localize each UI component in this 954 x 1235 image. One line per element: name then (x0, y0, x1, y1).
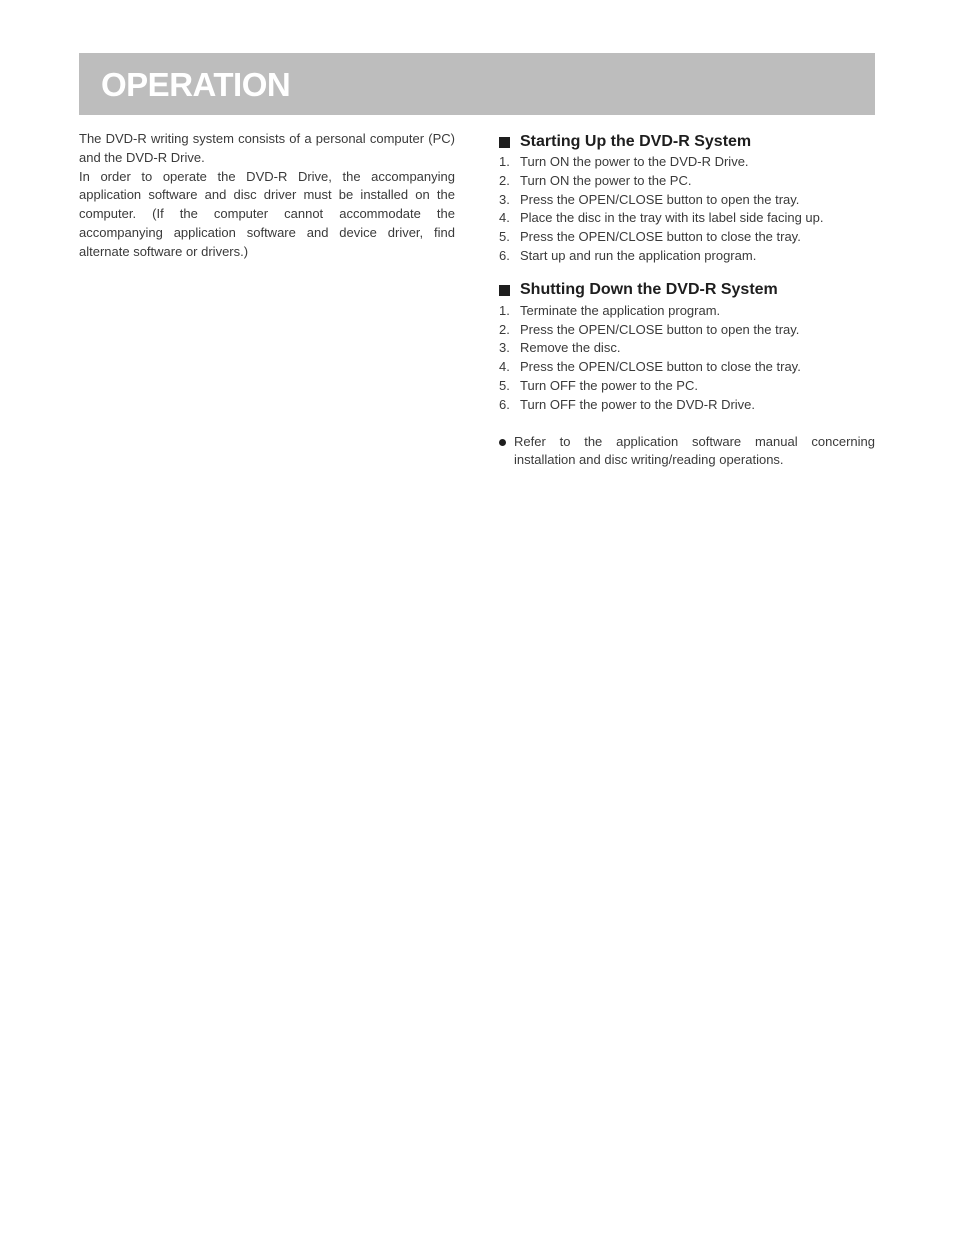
step-number: 1. (499, 154, 510, 169)
step-number: 4. (499, 210, 510, 226)
step-text: Remove the disc. (520, 340, 621, 356)
step-text: Press the OPEN/CLOSE button to close the tray. (520, 229, 801, 245)
step-text: Press the OPEN/CLOSE button to open the tray. (520, 191, 800, 207)
list-item (499, 321, 875, 340)
section-heading-label: Starting Up the DVD-R System (520, 132, 752, 150)
step-number: 4. (499, 359, 510, 375)
list-item (499, 153, 875, 172)
page-title: OPERATION (101, 66, 291, 103)
step-text: Turn ON the power to the DVD-R Drive. (520, 154, 749, 169)
list-item (499, 172, 875, 191)
step-text: Start up and run the application program. (520, 247, 757, 263)
step-text: Turn ON the power to the PC. (520, 172, 692, 188)
round-bullet-icon (499, 439, 506, 446)
list-item (499, 191, 875, 210)
step-text: Terminate the application program. (520, 302, 721, 318)
step-number: 6. (499, 247, 510, 263)
procedures-column (499, 131, 875, 470)
step-number: 1. (499, 302, 510, 318)
steps-list (499, 302, 875, 415)
title-bar (79, 53, 875, 115)
list-item (499, 358, 875, 377)
list-item (499, 302, 875, 321)
step-text: Turn OFF the power to the DVD-R Drive. (520, 396, 756, 412)
step-number: 3. (499, 340, 510, 356)
step-number: 2. (499, 321, 510, 337)
section-heading (499, 280, 875, 302)
list-item (499, 228, 875, 247)
step-text: Press the OPEN/CLOSE button to open the tray. (520, 321, 800, 337)
intro-section (79, 130, 455, 262)
section-heading (499, 131, 875, 153)
step-number: 3. (499, 191, 510, 207)
list-item (499, 396, 875, 415)
step-text: Press the OPEN/CLOSE button to close the tray. (520, 359, 801, 375)
intro-paragraph: The DVD-R writing system consists of a personal computer (PC) and the DVD-R Drive. (79, 131, 455, 165)
list-item (499, 339, 875, 358)
step-number: 5. (499, 377, 510, 393)
note-text: Refer to the application software manual concerning installation and disc writing/reading operations. (514, 433, 875, 468)
steps-list (499, 153, 875, 266)
square-bullet-icon (499, 285, 510, 296)
step-text: Turn OFF the power to the PC. (520, 377, 698, 393)
square-bullet-icon (499, 137, 510, 148)
step-number: 5. (499, 229, 510, 245)
list-item (499, 209, 875, 228)
list-item (499, 247, 875, 266)
step-text: Place the disc in the tray with its label side facing up. (520, 210, 824, 226)
intro-paragraph: In order to operate the DVD-R Drive, the accompanying application software and disc driver must be installed on the computer. (If the computer cannot accommodate the accompanying application software and device driver, find alternate software or drivers.) (79, 168, 455, 259)
section-heading-label: Shutting Down the DVD-R System (520, 281, 778, 299)
list-item (499, 377, 875, 396)
note (499, 433, 875, 471)
shutting-down-section (499, 280, 875, 415)
starting-up-section (499, 131, 875, 266)
step-number: 2. (499, 172, 510, 188)
step-number: 6. (499, 396, 510, 412)
